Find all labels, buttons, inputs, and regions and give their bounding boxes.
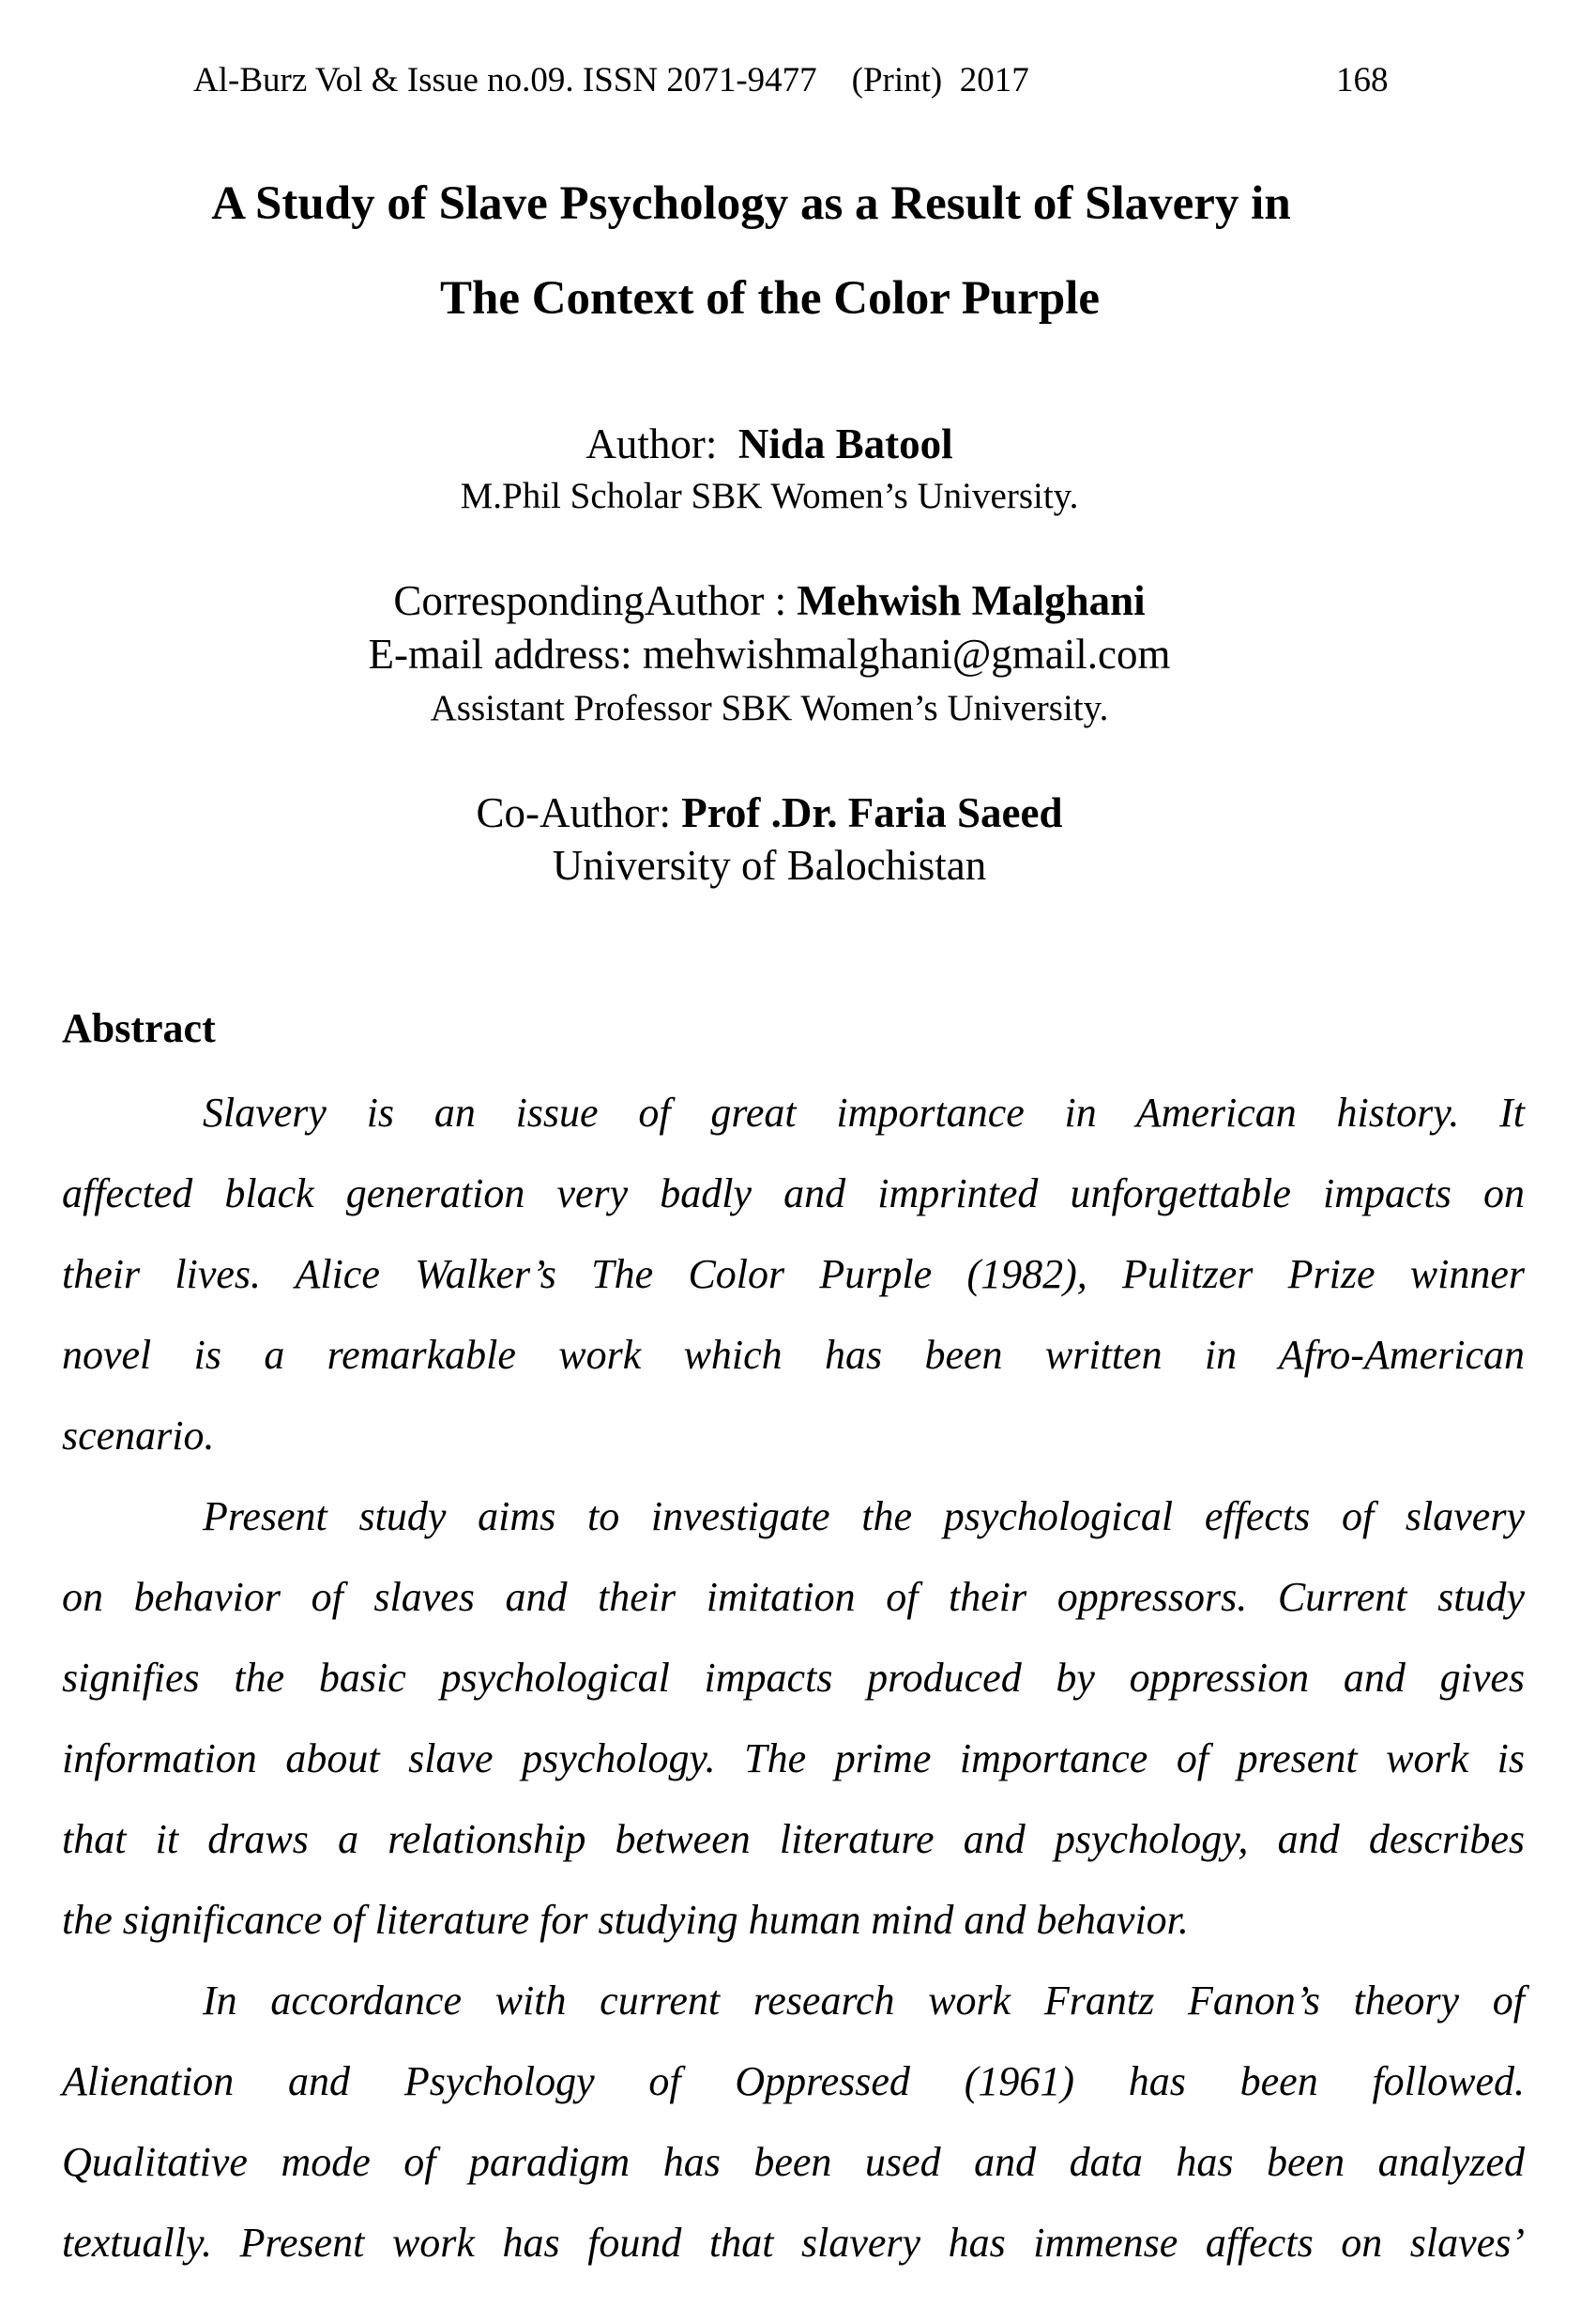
abstract-line: scenario.: [62, 1413, 215, 1459]
abstract-line: In accordance with current research work Frantz Fanon’s theory of: [203, 1978, 1525, 2024]
author-name: Nida Batool: [737, 420, 953, 467]
abstract-line: Present study aims to investigate the psychological effects of slavery: [203, 1493, 1525, 1539]
coauthor-line: [0, 788, 1539, 837]
author-line: [0, 420, 1539, 468]
abstract-line: Slavery is an issue of great importance in American history. It: [203, 1090, 1525, 1136]
author-affiliation: M.Phil Scholar SBK Women’s University.: [460, 476, 1079, 516]
abstract-line: their lives. Alice Walker’s The Color Purple (1982), Pulitzer Prize winner: [62, 1251, 1525, 1297]
author-label: Author:: [585, 420, 738, 467]
abstract-line: information about slave psychology. The prime importance of present work is: [62, 1735, 1525, 1781]
journal-info: Al-Burz Vol & Issue no.09. ISSN 2071-9477 (Print) 2017: [193, 61, 1029, 99]
coauthor-affiliation: University of Balochistan: [552, 842, 987, 889]
abstract-line: affected black generation very badly and imprinted unforgettable impacts on: [62, 1170, 1525, 1216]
corresponding-name: Mehwish Malghani: [797, 577, 1146, 624]
abstract-line: that it draws a relationship between literature and psychology, and describes: [62, 1816, 1525, 1862]
abstract-heading: Abstract: [62, 1005, 216, 1051]
coauthor-label: Co-Author:: [476, 789, 682, 836]
coauthor-name: Prof .Dr. Faria Saeed: [681, 789, 1063, 836]
abstract-line: on behavior of slaves and their imitation of their oppressors. Current study: [62, 1574, 1525, 1620]
page-number: 168: [1336, 61, 1389, 99]
corresponding-affiliation: Assistant Professor SBK Women’s University.: [430, 688, 1109, 728]
corresponding-label: CorrespondingAuthor :: [393, 577, 798, 624]
abstract-line: textually. Present work has found that slavery has immense affects on slaves’: [62, 2220, 1525, 2266]
abstract-line: novel is a remarkable work which has been written in Afro-American: [62, 1332, 1525, 1378]
title-line-1: A Study of Slave Psychology as a Result of Slavery in: [211, 177, 1291, 230]
title-line-2: The Context of the Color Purple: [439, 272, 1101, 325]
abstract-line: the significance of literature for studying human mind and behavior.: [62, 1897, 1189, 1943]
abstract-line: Alienation and Psychology of Oppressed (1961) has been followed.: [62, 2058, 1525, 2104]
abstract-line: signifies the basic psychological impacts produced by oppression and gives: [62, 1655, 1525, 1701]
corresponding-author-line: [0, 576, 1539, 625]
email-line: E-mail address: mehwishmalghani@gmail.com: [368, 631, 1171, 678]
abstract-line: Qualitative mode of paradigm has been used and data has been analyzed: [62, 2139, 1525, 2185]
